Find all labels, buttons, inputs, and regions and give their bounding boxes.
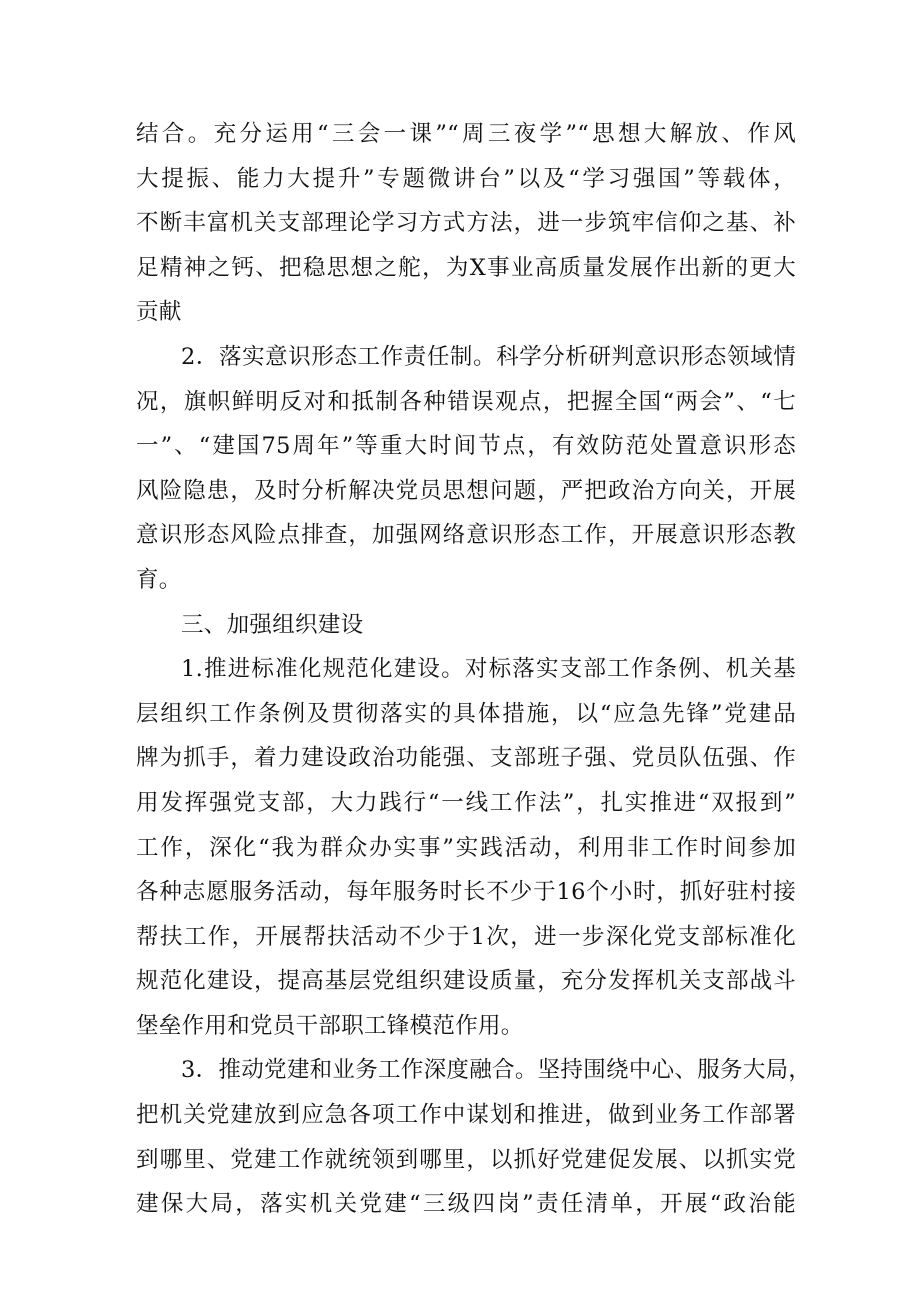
text-line: 层组织工作条例及贯彻落实的具体措施，以“应急先锋”党建品: [136, 700, 796, 727]
text-line: 况，旗帜鲜明反对和抵制各种错误观点，把握全国“两会”、“七: [136, 388, 796, 415]
paragraph-study-methods: [136, 112, 796, 335]
text-line: 贡献: [136, 299, 182, 326]
text-line: 各种志愿服务活动，每年服务时长不少于16个小时，抓好驻村接: [136, 879, 796, 906]
text-line: 大提振、能力大提升”专题微讲台”以及“学习强国”等载体，: [136, 165, 796, 192]
text-line: 规范化建设，提高基层党组织建设质量，充分发挥机关支部战斗: [136, 968, 796, 995]
text-line: 2．落实意识形态工作责任制。科学分析研判意识形态领域情: [181, 343, 796, 370]
text-line: 不断丰富机关支部理论学习方式方法，进一步筑牢信仰之基、补: [136, 210, 796, 237]
heading-text: 三、加强组织建设: [181, 611, 364, 638]
paragraph-party-business-integration: [136, 1048, 812, 1226]
text-line: 意识形态风险点排查，加强网络意识形态工作，开展意识形态教: [136, 522, 796, 549]
text-line: 到哪里、党建工作就统领到哪里，以抓好党建促发展、以抓实党: [136, 1146, 796, 1173]
text-line: 育。: [136, 566, 182, 593]
paragraph-standardization: [136, 647, 796, 1048]
text-line: 牌为抓手，着力建设政治功能强、支部班子强、党员队伍强、作: [136, 745, 796, 772]
text-line: 工作，深化“我为群众办实事”实践活动，利用非工作时间参加: [136, 834, 796, 861]
text-line: 把机关党建放到应急各项工作中谋划和推进，做到业务工作部署: [136, 1102, 796, 1129]
text-line: 结合。充分运用“三会一课”“周三夜学”“思想大解放、作风: [136, 121, 796, 147]
text-line: 一”、“建国75周年”等重大时间节点，有效防范处置意识形态: [136, 433, 796, 460]
text-line: 3．推动党建和业务工作深度融合。坚持围绕中心、服务大局，: [181, 1057, 812, 1084]
document-page: [136, 112, 812, 1227]
text-line: 帮扶工作，开展帮扶活动不少于1次，进一步深化党支部标准化: [136, 923, 796, 950]
paragraph-ideology-responsibility: [136, 335, 796, 603]
section-heading: [136, 603, 796, 648]
text-line: 堡垒作用和党员干部职工锋模范作用。: [136, 1012, 524, 1039]
text-line: 1.推进标准化规范化建设。对标落实支部工作条例、机关基: [181, 656, 796, 683]
text-line: 用发挥强党支部，大力践行“一线工作法”，扎实推进“双报到”: [136, 789, 796, 816]
text-line: 风险隐患，及时分析解决党员思想问题，严把政治方向关，开展: [136, 477, 796, 504]
text-line: 建保大局，落实机关党建“三级四岗”责任清单，开展“政治能: [136, 1191, 796, 1218]
text-line: 足精神之钙、把稳思想之舵，为X事业高质量发展作出新的更大: [136, 254, 796, 281]
